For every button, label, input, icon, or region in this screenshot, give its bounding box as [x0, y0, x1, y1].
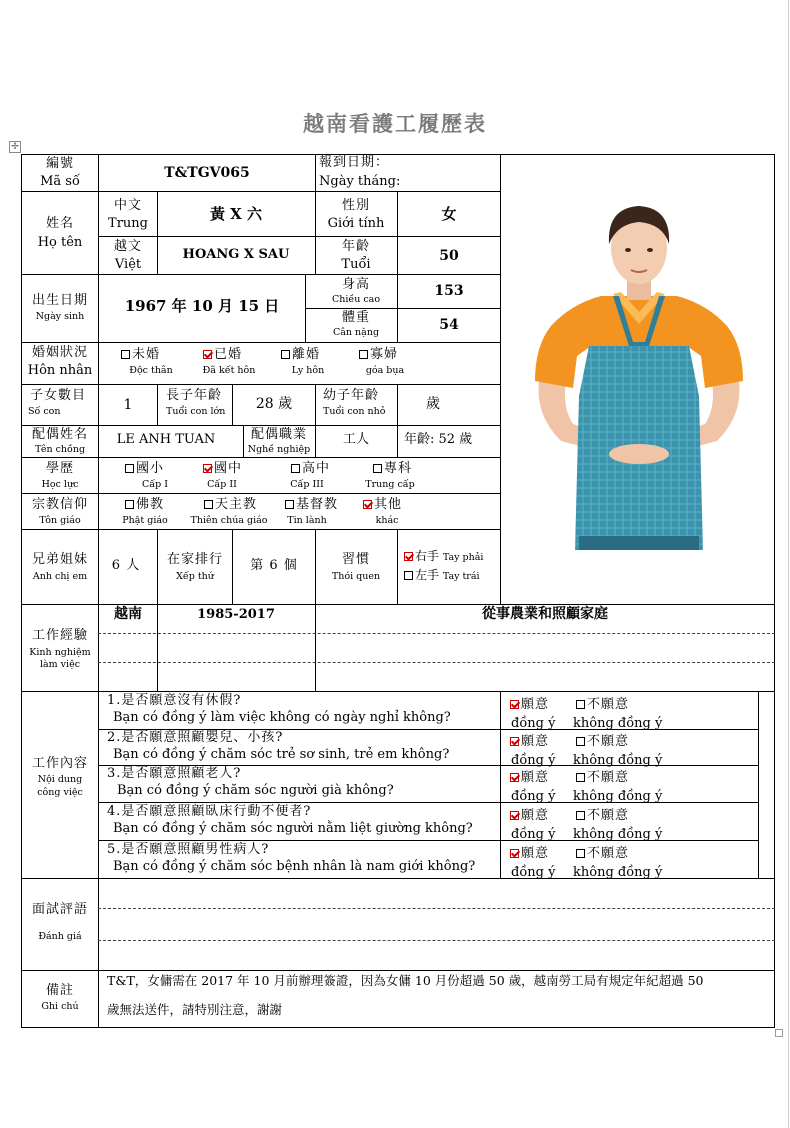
work-yes-label-vi[interactable]: đồng ý — [511, 716, 556, 731]
education-option-3[interactable]: 高中 — [291, 462, 330, 477]
grid-line — [22, 425, 500, 426]
work-yes-option[interactable]: 願意 — [510, 767, 549, 786]
name-zh-value[interactable]: 黃 X 六 — [209, 205, 263, 223]
remarks-label-vi: Ghi chú — [41, 1001, 79, 1012]
children-value[interactable]: 1 — [123, 397, 133, 413]
age-label-vi: Tuổi — [341, 257, 371, 272]
gender-label-vi: Giới tính — [327, 216, 385, 231]
education-option-2-vi: Cấp II — [207, 479, 237, 490]
work-no-label-vi[interactable]: không đồng ý — [573, 865, 663, 880]
checkbox-icon[interactable] — [285, 500, 294, 509]
work-no-option[interactable]: 不願意 — [576, 805, 629, 824]
grid-line — [98, 155, 99, 1027]
education-label-vi: Học lực — [41, 479, 79, 490]
birth-value[interactable]: 1967 年 10 月 15 日 — [124, 297, 280, 315]
marital-option-married-vi: Đã kết hôn — [202, 365, 256, 376]
work-no-label-vi[interactable]: không đồng ý — [573, 716, 663, 731]
work-no-label-vi[interactable]: không đồng ý — [573, 827, 663, 842]
marital-option-single[interactable]: 未婚 — [121, 348, 160, 363]
work-yes-option[interactable]: 願意 — [510, 843, 549, 862]
religion-option-3-vi: Tin lành — [287, 515, 327, 526]
habit-label-vi: Thói quen — [331, 571, 381, 582]
age-label-zh: 年齡 — [341, 239, 371, 254]
remarks-line-2[interactable]: 歲無法送件，請特別注意，謝謝 — [107, 1002, 283, 1017]
code-value[interactable]: T&TGV065 — [164, 165, 250, 181]
grid-line — [157, 192, 158, 274]
code-label-zh: 編號 — [45, 156, 75, 171]
work-no-option[interactable]: 不願意 — [576, 767, 629, 786]
page-edge — [788, 0, 789, 1128]
portrait-image — [531, 196, 747, 550]
work-yes-label-vi[interactable]: đồng ý — [511, 753, 556, 768]
code-label-vi: Mã số — [40, 174, 80, 189]
youngest-value[interactable]: 歲 — [426, 396, 440, 412]
grid-line — [98, 236, 500, 237]
siblings-value[interactable]: 6 人 — [111, 558, 141, 573]
religion-option-1[interactable]: 佛教 — [125, 498, 164, 513]
marital-option-married[interactable]: 已婚 — [203, 348, 242, 363]
education-option-3-vi: Cấp III — [290, 479, 324, 490]
education-label-zh: 學歷 — [45, 461, 75, 476]
checkbox-icon[interactable] — [125, 464, 134, 473]
checkbox-icon[interactable] — [510, 811, 519, 820]
work-yes-label-vi[interactable]: đồng ý — [511, 827, 556, 842]
youngest-label-zh: 幼子年齡 — [323, 388, 380, 403]
spouse-value[interactable]: LE ANH TUAN — [116, 432, 216, 447]
dashed-line — [98, 662, 775, 663]
work-question-1: 1.是否願意沒有休假? Bạn có đồng ý làm việc không có ngày nghỉ không? — [107, 693, 451, 725]
rank-value[interactable]: 第 6 個 — [250, 558, 298, 573]
grid-line — [305, 308, 500, 309]
checkbox-icon[interactable] — [510, 773, 519, 782]
work-no-option[interactable]: 不願意 — [576, 731, 629, 750]
checkbox-icon[interactable] — [203, 350, 212, 359]
grid-line — [157, 384, 158, 425]
grid-line — [397, 529, 398, 604]
grid-line — [22, 342, 500, 343]
spouse-label-zh: 配偶姓名 — [31, 427, 89, 442]
youngest-label-vi: Tuổi con nhỏ — [323, 406, 386, 417]
checkbox-icon[interactable] — [404, 552, 413, 561]
grid-line — [22, 274, 500, 275]
report-date-label-vi: Ngày tháng: — [319, 174, 401, 189]
remarks-label-zh: 備註 — [45, 983, 75, 998]
religion-option-4[interactable]: 其他 — [363, 498, 402, 513]
habit-label-zh: 習慣 — [341, 552, 371, 567]
applicant-photo — [531, 196, 747, 550]
left-hand-option[interactable]: 左手 Tay trái — [404, 569, 480, 583]
spouse-job-label-zh: 配偶職業 — [250, 427, 308, 442]
work-yes-label-vi[interactable]: đồng ý — [511, 789, 556, 804]
gender-value[interactable]: 女 — [441, 205, 457, 223]
siblings-label-zh: 兄弟姐妹 — [31, 552, 89, 567]
experience-country[interactable]: 越南 — [114, 606, 142, 622]
checkbox-icon[interactable] — [510, 849, 519, 858]
checkbox-icon[interactable] — [576, 849, 585, 858]
grid-line — [22, 493, 500, 494]
page-title: 越南看護工履歷表 — [303, 111, 487, 136]
work-yes-label-vi[interactable]: đồng ý — [511, 865, 556, 880]
grid-line — [758, 691, 759, 878]
work-no-option[interactable]: 不願意 — [576, 694, 629, 713]
checkbox-icon[interactable] — [204, 500, 213, 509]
marital-label-zh: 婚姻狀況 — [31, 345, 89, 360]
religion-option-4-vi: khác — [375, 515, 399, 526]
interview-label-vi: Đánh giá — [38, 931, 82, 942]
spouse-job-value[interactable]: 工人 — [342, 432, 370, 447]
eldest-value[interactable]: 28 歲 — [255, 396, 293, 412]
name-vi-label-vi: Việt — [114, 257, 142, 272]
marital-option-widow[interactable]: 寡婦 — [359, 348, 398, 363]
dashed-line — [98, 940, 775, 941]
grid-line — [397, 384, 398, 425]
work-no-label-vi[interactable]: không đồng ý — [573, 753, 663, 768]
height-label-vi: Chiều cao — [331, 294, 381, 305]
work-label-vi-1: Nội dung — [37, 774, 83, 785]
religion-label-vi: Tôn giáo — [39, 515, 81, 526]
grid-line — [22, 191, 500, 192]
grid-line — [157, 529, 158, 691]
work-question-3: 3.是否願意照顧老人? Bạn có đồng ý chăm sóc người già không? — [107, 766, 394, 798]
remarks-line-1[interactable]: T&T，女傭需在 2017 年 10 月前辦理簽證，因為女傭 10 月份超過 50 歲，越南勞工局有規定年紀超過 50 — [107, 974, 704, 988]
checkbox-icon[interactable] — [291, 464, 300, 473]
grid-line — [22, 970, 775, 971]
rank-label-zh: 在家排行 — [166, 552, 224, 567]
grid-line — [22, 691, 775, 692]
checkbox-icon[interactable] — [576, 700, 585, 709]
grid-line — [243, 425, 244, 457]
name-vi-label-zh: 越文 — [113, 239, 143, 254]
checkbox-icon[interactable] — [576, 811, 585, 820]
education-option-1[interactable]: 國小 — [125, 462, 164, 477]
education-option-4[interactable]: 專科 — [373, 462, 412, 477]
eldest-label-zh: 長子年齡 — [166, 388, 223, 403]
grid-line — [22, 457, 500, 458]
marital-label-vi: Hôn nhân — [27, 363, 93, 378]
checkbox-icon[interactable] — [404, 571, 413, 580]
grid-line — [232, 529, 233, 604]
checkbox-icon[interactable] — [203, 464, 212, 473]
rank-label-vi: Xếp thứ — [176, 571, 214, 582]
grid-line — [397, 192, 398, 274]
work-question-2: 2.是否願意照顧嬰兒、小孩? Bạn có đồng ý chăm sóc trẻ sơ sinh, trẻ em không? — [107, 730, 450, 762]
education-option-2[interactable]: 國中 — [203, 462, 242, 477]
table-move-handle-icon[interactable]: ✢ — [9, 141, 21, 153]
religion-option-2[interactable]: 天主教 — [204, 498, 257, 513]
work-question-4: 4.是否願意照顧臥床行動不便者? Bạn có đồng ý chăm sóc người nằm liệt giường không? — [107, 804, 473, 836]
work-label-zh: 工作內容 — [31, 756, 89, 771]
religion-option-3[interactable]: 基督教 — [285, 498, 338, 513]
grid-line — [22, 384, 500, 385]
weight-label-zh: 體重 — [341, 310, 371, 325]
grid-line — [22, 529, 500, 530]
checkbox-icon[interactable] — [576, 737, 585, 746]
work-label-vi-2: công việc — [37, 787, 83, 798]
checkbox-icon[interactable] — [121, 350, 130, 359]
marital-option-single-vi: Độc thân — [129, 365, 173, 376]
name-zh-label-zh: 中文 — [113, 198, 143, 213]
grid-line — [232, 384, 233, 425]
checkbox-icon[interactable] — [363, 500, 372, 509]
work-no-label-vi[interactable]: không đồng ý — [573, 789, 663, 804]
marital-option-divorced[interactable]: 離婚 — [281, 348, 320, 363]
spouse-age[interactable]: 年齡: 52 歲 — [404, 432, 473, 447]
work-yes-option[interactable]: 願意 — [510, 731, 549, 750]
marital-option-divorced-vi: Ly hôn — [291, 365, 325, 376]
report-date-label-zh: 報到日期： — [319, 155, 390, 170]
children-label-vi: Số con — [28, 406, 61, 417]
religion-label-zh: 宗教信仰 — [31, 497, 89, 512]
name-label-vi: Họ tên — [37, 235, 83, 250]
right-hand-option[interactable]: 右手 Tay phải — [404, 550, 483, 564]
age-value[interactable]: 50 — [439, 248, 459, 264]
children-label-zh: 子女數目 — [29, 388, 87, 403]
table-resize-handle-icon[interactable] — [775, 1029, 783, 1037]
experience-years[interactable]: 1985-2017 — [197, 607, 275, 622]
education-option-4-vi: Trung cấp — [365, 479, 415, 490]
work-question-5: 5.是否願意照顧男性病人? Bạn có đồng ý chăm sóc bệnh nhân là nam giới không? — [107, 842, 476, 874]
weight-label-vi: Cân nặng — [332, 327, 380, 338]
work-yes-option[interactable]: 願意 — [510, 805, 549, 824]
grid-line — [397, 425, 398, 457]
name-zh-label-vi: Trung — [108, 216, 148, 231]
grid-line — [315, 384, 316, 425]
marital-option-widow-vi: góa bụa — [365, 365, 405, 376]
grid-line — [315, 192, 316, 274]
birth-label-vi: Ngày sinh — [35, 311, 85, 322]
grid-line — [315, 529, 316, 691]
education-option-1-vi: Cấp I — [142, 479, 168, 490]
checkbox-icon[interactable] — [125, 500, 134, 509]
spouse-job-label-vi: Nghề nghiệp — [247, 444, 311, 455]
experience-label-zh: 工作經驗 — [31, 628, 89, 643]
siblings-label-vi: Anh chị em — [32, 571, 88, 582]
religion-option-2-vi: Thiên chúa giáo — [190, 515, 268, 526]
grid-line — [315, 155, 316, 192]
checkbox-icon[interactable] — [281, 350, 290, 359]
weight-value[interactable]: 54 — [439, 317, 459, 333]
interview-label-zh: 面試評語 — [31, 902, 89, 917]
experience-label-vi: Kinh nghiệm làm việc — [29, 647, 91, 670]
religion-option-1-vi: Phật giáo — [122, 515, 168, 526]
checkbox-icon[interactable] — [510, 737, 519, 746]
experience-job[interactable]: 從事農業和照顧家庭 — [482, 606, 608, 622]
grid-line — [500, 691, 501, 878]
checkbox-icon[interactable] — [510, 700, 519, 709]
grid-line — [315, 425, 316, 457]
checkbox-icon[interactable] — [373, 464, 382, 473]
grid-line — [500, 155, 501, 604]
grid-line — [22, 604, 775, 605]
work-yes-option[interactable]: 願意 — [510, 694, 549, 713]
dashed-line — [98, 633, 775, 634]
eldest-label-vi: Tuổi con lớn — [166, 406, 226, 417]
dashed-line — [98, 908, 775, 909]
gender-label-zh: 性別 — [341, 198, 371, 213]
name-vi-value[interactable]: HOANG X SAU — [182, 247, 290, 262]
checkbox-icon[interactable] — [359, 350, 368, 359]
spouse-label-vi: Tên chồng — [34, 444, 86, 455]
work-no-option[interactable]: 不願意 — [576, 843, 629, 862]
birth-label-zh: 出生日期 — [31, 293, 89, 308]
checkbox-icon[interactable] — [576, 773, 585, 782]
height-label-zh: 身高 — [341, 277, 371, 292]
height-value[interactable]: 153 — [434, 283, 464, 299]
name-label-zh: 姓名 — [45, 216, 75, 231]
